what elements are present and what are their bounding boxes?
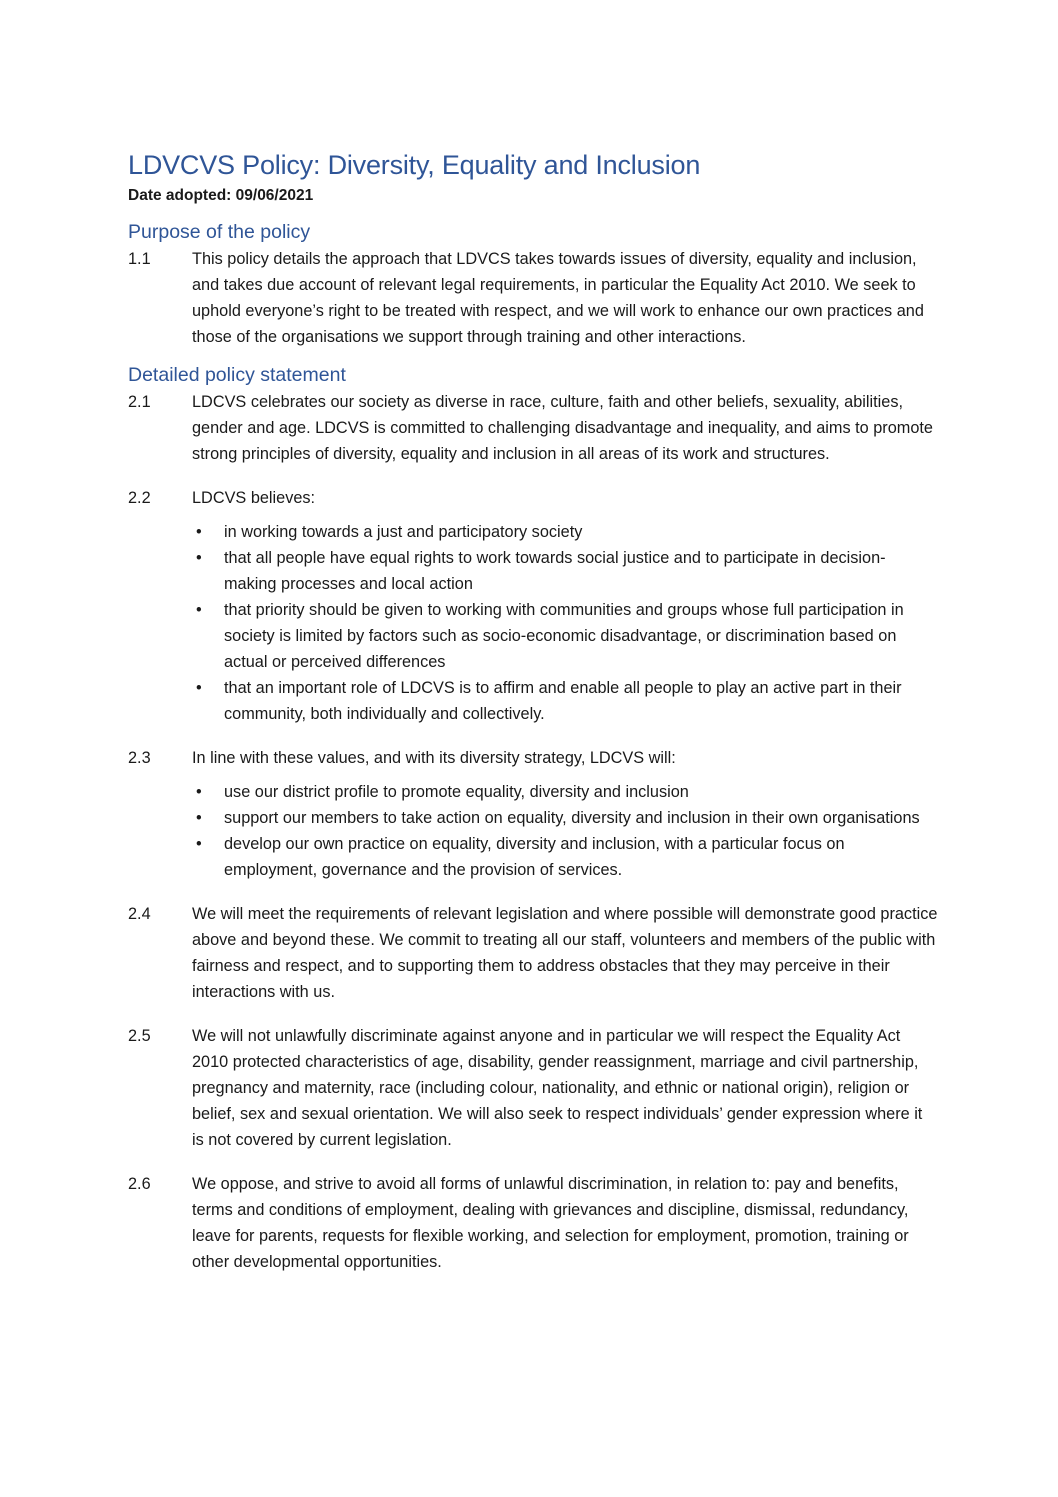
paragraph-2-5 bbox=[128, 1023, 938, 1153]
paragraph-number: 2.4 bbox=[128, 905, 151, 923]
section-heading-purpose: Purpose of the policy bbox=[128, 221, 311, 243]
document-body bbox=[128, 150, 938, 1275]
bullet-list bbox=[192, 779, 938, 883]
bullet-icon: • bbox=[196, 523, 202, 541]
paragraph-number: 2.5 bbox=[128, 1027, 151, 1045]
bullet-list bbox=[192, 519, 938, 727]
list-item bbox=[192, 675, 938, 727]
page-title: LDVCVS Policy: Diversity, Equality and Inclusion bbox=[128, 150, 701, 180]
list-item bbox=[192, 597, 938, 675]
bullet-icon: • bbox=[196, 783, 202, 801]
paragraph-2-1 bbox=[128, 389, 938, 467]
paragraph-text: We will not unlawfully discriminate against anyone and in particular we will respect the Equality Act 2010 protected characteristics of age, disability, gender reassignment, marriage and civil partnership, pregnancy and maternity, race (including colour, nationality, and ethnic or national origin), religion or belief, sex and sexual orientation. We will also seek to respect individuals’ gender expression where it is not covered by current legislation. bbox=[192, 1027, 923, 1149]
paragraph-1-1 bbox=[128, 246, 938, 350]
bullet-icon: • bbox=[196, 679, 202, 697]
list-item-text: use our district profile to promote equality, diversity and inclusion bbox=[224, 783, 689, 801]
paragraph-number: 2.1 bbox=[128, 393, 151, 411]
list-item-text: that all people have equal rights to work towards social justice and to participate in decision- making processes and local action bbox=[224, 549, 886, 593]
paragraph-number: 2.2 bbox=[128, 489, 151, 507]
list-item-text: support our members to take action on equality, diversity and inclusion in their own organisations bbox=[224, 809, 920, 827]
paragraph-text: We will meet the requirements of relevant legislation and where possible will demonstrate good practice above and beyond these. We commit to treating all our staff, volunteers and members of the public with fairness and respect, and to supporting them to address obstacles that they may perceive in their interactions with us. bbox=[192, 905, 938, 1001]
bullet-icon: • bbox=[196, 835, 202, 853]
paragraph-text: In line with these values, and with its diversity strategy, LDCVS will: bbox=[192, 749, 676, 767]
section-heading-detailed: Detailed policy statement bbox=[128, 364, 346, 386]
list-item bbox=[192, 545, 938, 597]
date-adopted: Date adopted: 09/06/2021 bbox=[128, 187, 314, 204]
paragraph-2-3 bbox=[128, 745, 938, 883]
paragraph-2-6 bbox=[128, 1171, 938, 1275]
list-item bbox=[192, 779, 938, 805]
paragraph-text: LDCVS believes: bbox=[192, 489, 316, 507]
paragraph-number: 1.1 bbox=[128, 250, 151, 268]
paragraph-2-4 bbox=[128, 901, 938, 1005]
paragraph-text: LDCVS celebrates our society as diverse in race, culture, faith and other beliefs, sexuality, abilities, gender and age. LDCVS is committed to challenging disadvantage and inequality, and aims to promote strong principles of diversity, equality and inclusion in all areas of its work and structures. bbox=[192, 393, 933, 463]
paragraph-text: This policy details the approach that LDVCS takes towards issues of diversity, equality and inclusion, and takes due account of relevant legal requirements, in particular the Equality Act 2010. We seek to uphold everyone’s right to be treated with respect, and we will work to enhance our own practices and those of the organisations we support through training and other interactions. bbox=[192, 250, 924, 346]
list-item bbox=[192, 519, 938, 545]
bullet-icon: • bbox=[196, 549, 202, 567]
bullet-icon: • bbox=[196, 809, 202, 827]
paragraph-2-2 bbox=[128, 485, 938, 727]
paragraph-text: We oppose, and strive to avoid all forms of unlawful discrimination, in relation to: pay and benefits, terms and conditions of employment, dealing with grievances and discipline, dismissal, redundancy, leave for parents, requests for flexible working, and selection for employment, promotion, training or other developmental opportunities. bbox=[192, 1175, 909, 1271]
list-item bbox=[192, 805, 938, 831]
paragraph-number: 2.6 bbox=[128, 1175, 151, 1193]
list-item-text: that priority should be given to working with communities and groups whose full participation in society is limited by factors such as socio-economic disadvantage, or discrimination based on actual or perceived differences bbox=[224, 601, 904, 671]
list-item-text: develop our own practice on equality, diversity and inclusion, with a particular focus on employment, governance and the provision of services. bbox=[224, 835, 845, 879]
paragraph-number: 2.3 bbox=[128, 749, 151, 767]
list-item-text: in working towards a just and participatory society bbox=[224, 523, 583, 541]
bullet-icon: • bbox=[196, 601, 202, 619]
list-item bbox=[192, 831, 938, 883]
list-item-text: that an important role of LDCVS is to affirm and enable all people to play an active part in their community, both individually and collectively. bbox=[224, 679, 902, 723]
